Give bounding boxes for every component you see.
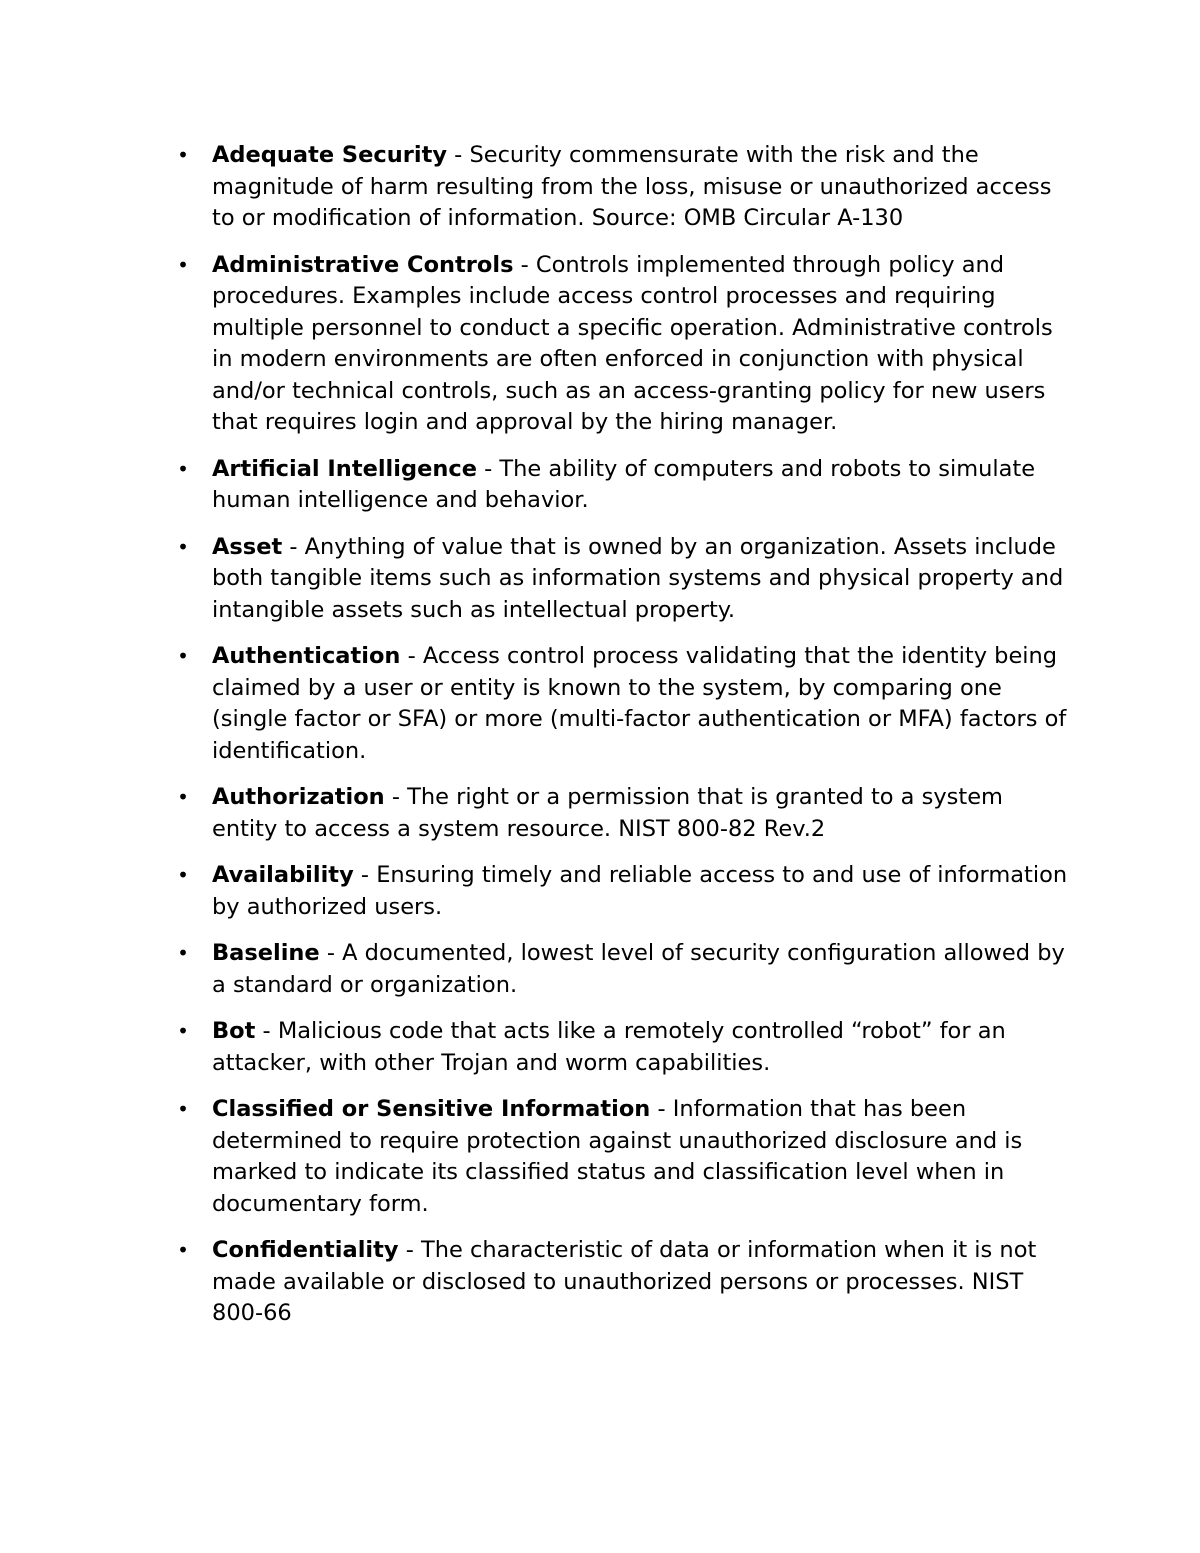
bullet-icon: • xyxy=(177,1238,189,1262)
term-separator: - xyxy=(398,1237,421,1263)
list-item xyxy=(177,454,1072,517)
bullet-icon: • xyxy=(177,785,189,809)
glossary-definition: Information that has been determined to require protection against unauthorized disclosure and is marked to indicate its classified status and classification level when in documentary form. xyxy=(212,1096,1023,1217)
glossary-term: Availability xyxy=(212,862,354,888)
glossary-term: Authorization xyxy=(212,784,385,810)
term-separator: - xyxy=(650,1096,673,1122)
list-item xyxy=(177,1016,1072,1079)
glossary-definition: Controls implemented through policy and procedures. Examples include access control processes and requiring multiple personnel to conduct a specific operation. Administrative controls in modern environments are often enforced in conjunction with physical and/or technical controls, such as an access-granting policy for new users that requires login and approval by the hiring manager. xyxy=(212,251,1053,435)
glossary-term: Classified or Sensitive Information xyxy=(212,1096,651,1122)
list-item xyxy=(177,1235,1072,1330)
glossary-definition: Malicious code that acts like a remotely controlled “robot” for an attacker, with other Trojan and worm capabilities. xyxy=(212,1018,1006,1076)
list-item xyxy=(177,1094,1072,1220)
list-item xyxy=(177,860,1072,923)
list-item xyxy=(177,532,1072,627)
glossary-definition: Ensuring timely and reliable access to and use of information by authorized users. xyxy=(212,862,1068,920)
list-item xyxy=(177,782,1072,845)
bullet-icon: • xyxy=(177,1019,189,1043)
term-separator: - xyxy=(319,940,343,966)
bullet-icon: • xyxy=(177,143,189,167)
glossary-term: Bot xyxy=(212,1018,256,1044)
term-separator: - xyxy=(513,251,536,278)
glossary-definition: A documented, lowest level of security configuration allowed by a standard or organization. xyxy=(212,940,1065,998)
list-item xyxy=(177,641,1072,767)
term-separator: - xyxy=(476,455,500,482)
glossary-definition: Security commensurate with the risk and the magnitude of harm resulting from the loss, misuse or unauthorized access to or modification of information. Source: OMB Circular A-130 xyxy=(212,142,1052,231)
term-separator: - xyxy=(255,1018,278,1044)
glossary-definition: Anything of value that is owned by an organization. Assets include both tangible items such as information systems and physical property and intangible assets such as intellectual property. xyxy=(212,533,1064,623)
glossary-term: Asset xyxy=(212,533,283,560)
term-separator: - xyxy=(400,643,423,669)
bullet-icon: • xyxy=(177,252,189,277)
bullet-icon: • xyxy=(177,456,189,481)
glossary-definition: The right or a permission that is granted to a system entity to access a system resource. NIST 800-82 Rev.2 xyxy=(212,784,1003,842)
bullet-icon: • xyxy=(177,1097,189,1121)
glossary-definition: Access control process validating that the identity being claimed by a user or entity is known to the system, by comparing one (single factor or SFA) or more (multi-factor authentication or MFA) factors of identification. xyxy=(212,643,1067,764)
bullet-icon: • xyxy=(177,644,189,668)
term-separator: - xyxy=(282,533,305,560)
bullet-icon: • xyxy=(177,941,189,965)
list-item xyxy=(177,938,1072,1001)
glossary-term: Administrative Controls xyxy=(212,251,514,278)
list-item xyxy=(177,140,1072,235)
list-item xyxy=(177,250,1072,439)
glossary-definition: The characteristic of data or information when it is not made available or disclosed to unauthorized persons or processes. NIST 800-66 xyxy=(212,1237,1037,1326)
bullet-icon: • xyxy=(177,863,189,887)
glossary-term: Confidentiality xyxy=(212,1237,399,1263)
term-separator: - xyxy=(447,142,470,168)
glossary-term: Artificial Intelligence xyxy=(212,455,477,482)
glossary-list xyxy=(177,140,1072,1345)
term-separator: - xyxy=(353,862,377,888)
glossary-definition: The ability of computers and robots to simulate human intelligence and behavior. xyxy=(212,455,1036,513)
bullet-icon: • xyxy=(177,534,189,559)
term-separator: - xyxy=(384,784,408,810)
glossary-term: Authentication xyxy=(212,643,401,669)
glossary-term: Adequate Security xyxy=(212,142,447,168)
glossary-term: Baseline xyxy=(212,940,320,966)
